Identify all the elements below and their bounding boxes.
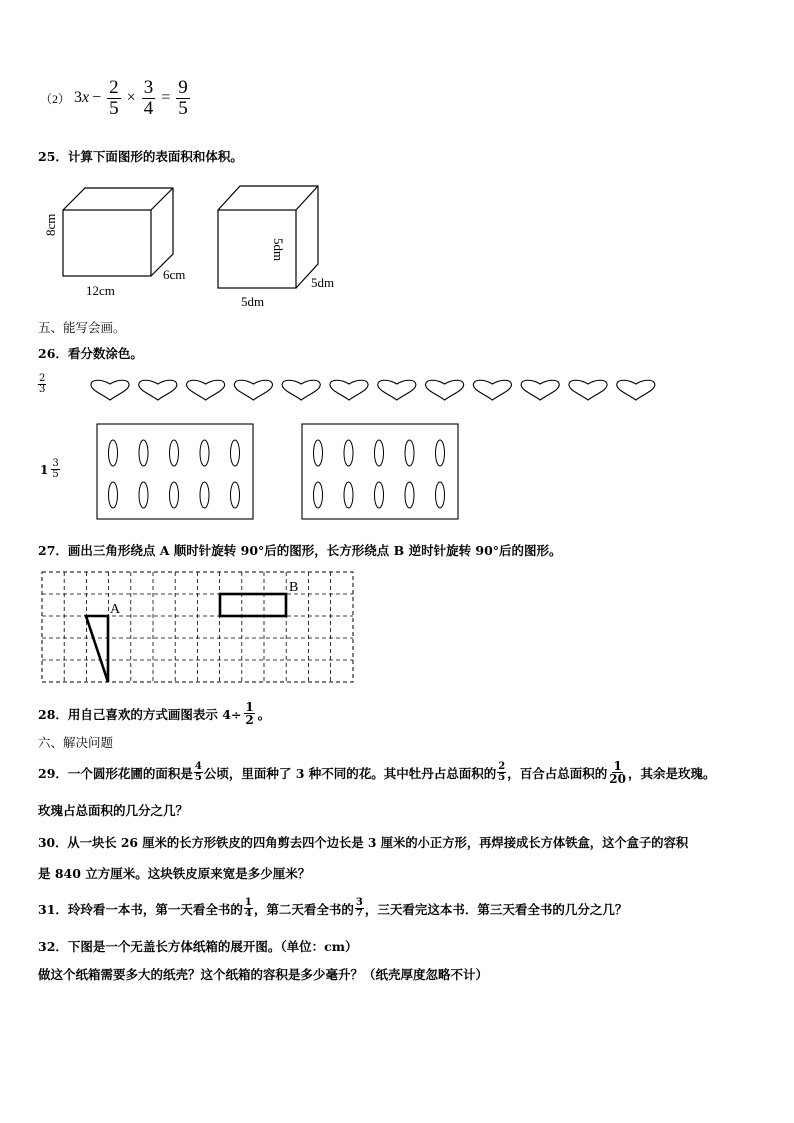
question-26: 26．看分数涂色。: [38, 346, 143, 361]
oval-box-1: [97, 424, 253, 519]
heart-shape: [378, 380, 416, 400]
question-28: [38, 701, 270, 726]
heart-shape: [187, 380, 225, 400]
fraction-4-5: $\frac{4}{5}$: [194, 761, 202, 783]
fraction-1-4: $\frac{1}{4}$: [244, 897, 252, 919]
question-29-line-2: 玫瑰占总面积的几分之几？: [38, 803, 189, 818]
equation-q24: [40, 78, 193, 119]
cube-height-label: 5dm: [271, 238, 286, 262]
section-6-heading: 六、解决问题: [38, 735, 114, 750]
heart-shape: [282, 380, 320, 400]
mixed-number-1-3-5: [40, 459, 61, 480]
heart-shape: [473, 380, 511, 400]
question-32-line-1: 32．下图是一个无盖长方体纸箱的展开图。（单位：cm）: [38, 939, 358, 954]
fraction-1-2: $\frac{1}{2}$: [245, 700, 254, 727]
fraction-9-5: $\frac{9}{5}$: [178, 77, 188, 119]
equation-label: （2）: [40, 91, 71, 106]
oval-shape: [344, 440, 353, 466]
heart-shape: [521, 380, 559, 400]
heart-shape: [234, 380, 272, 400]
fraction-2-5: $\frac{2}{5}$: [109, 77, 119, 119]
oval-shape: [170, 440, 179, 466]
heart-shape: [330, 380, 368, 400]
heart-shape: [569, 380, 607, 400]
fraction-3-7: $\frac{3}{7}$: [355, 897, 363, 919]
oval-boxes: [96, 423, 462, 520]
oval-shape: [436, 482, 445, 508]
oval-shape: [375, 440, 384, 466]
oval-shape: [170, 482, 179, 508]
heart-shape: [617, 380, 655, 400]
question-31: 31．玲玲看一本书，第一天看全书的 $\frac{1}{4}$ ，第二天看全书的 $\frac{3}{7}$ ，三天看完这本书．第三天看全书的几分之几？: [38, 897, 628, 919]
cube-width-label: 5dm: [311, 275, 335, 290]
oval-shape: [200, 482, 209, 508]
oval-shape: [139, 482, 148, 508]
oval-shape: [314, 440, 323, 466]
triangle-shape: [86, 616, 108, 682]
hearts-row: [86, 378, 666, 404]
fraction-3-4: $\frac{3}{4}$: [143, 77, 154, 119]
cuboid-length-label: 12cm: [86, 283, 115, 298]
point-a-label: A: [110, 602, 121, 617]
q28-period: 。: [257, 706, 271, 722]
oval-shape: [375, 482, 384, 508]
mixed-fraction: $\frac{3}{5}$: [52, 458, 59, 480]
question-29-line-1: 29．一个圆形花圃的面积是 $\frac{4}{5}$ 公顷，里面种了 3 种不同的花。其中牡丹占总面积的 $\frac{2}{5}$ ，百合占总面积的 $\frac{1}{20}$ ，其余是玫瑰。: [38, 759, 716, 786]
cuboid-width-label: 6cm: [163, 267, 186, 282]
fraction-2-3: $\frac{2}{3}$: [39, 373, 46, 395]
rectangle-shape: [220, 594, 286, 616]
times-sign: ×: [126, 89, 136, 107]
cuboid-figure: [63, 188, 173, 276]
oval-shape: [200, 440, 209, 466]
fraction-2-5-b: $\frac{2}{5}$: [498, 761, 506, 783]
cube-figure: [218, 186, 318, 288]
point-b-label: B: [289, 580, 299, 595]
q28-text: 28．用自己喜欢的方式画图表示 4÷: [38, 706, 242, 722]
cube-length-label: 5dm: [241, 294, 265, 309]
heart-shape: [426, 380, 464, 400]
cuboid-height-label: 8cm: [43, 213, 58, 236]
heart-shape: [91, 380, 129, 400]
question-25: 25．计算下面图形的表面积和体积。: [38, 149, 243, 164]
fraction-1-20: $\frac{1}{20}$: [609, 759, 626, 786]
section-5-heading: 五、能写会画。: [38, 320, 126, 335]
equals-sign: =: [161, 89, 171, 107]
oval-shape: [109, 482, 118, 508]
question-30-line-1: 30．从一块长 26 厘米的长方形铁皮的四角剪去四个边长是 3 厘米的小正方形，再焊接成长方体铁盒，这个盒子的容积: [38, 835, 689, 850]
oval-shape: [139, 440, 148, 466]
oval-box-2: [302, 424, 458, 519]
oval-shape: [231, 482, 240, 508]
oval-shape: [436, 440, 445, 466]
oval-shape: [405, 482, 414, 508]
equation-coefficient: 3: [74, 89, 83, 107]
rotation-grid: [40, 570, 356, 686]
oval-shape: [231, 440, 240, 466]
question-27: 27．画出三角形绕点 A 顺时针旋转 90°后的图形，长方形绕点 B 逆时针旋转 90°后的图形。: [38, 543, 562, 558]
oval-shape: [314, 482, 323, 508]
mixed-whole: 1: [40, 462, 49, 477]
equation-variable: x: [82, 89, 90, 107]
heart-shape: [139, 380, 177, 400]
oval-shape: [344, 482, 353, 508]
oval-shape: [405, 440, 414, 466]
minus-sign: −: [92, 89, 102, 107]
question-32-line-2: 做这个纸箱需要多大的纸壳？这个纸箱的容积是多少毫升？（纸壳厚度忽略不计）: [38, 967, 489, 982]
question-30-line-2: 是 840 立方厘米。这块铁皮原来宽是多少厘米？: [38, 866, 311, 881]
oval-shape: [109, 440, 118, 466]
